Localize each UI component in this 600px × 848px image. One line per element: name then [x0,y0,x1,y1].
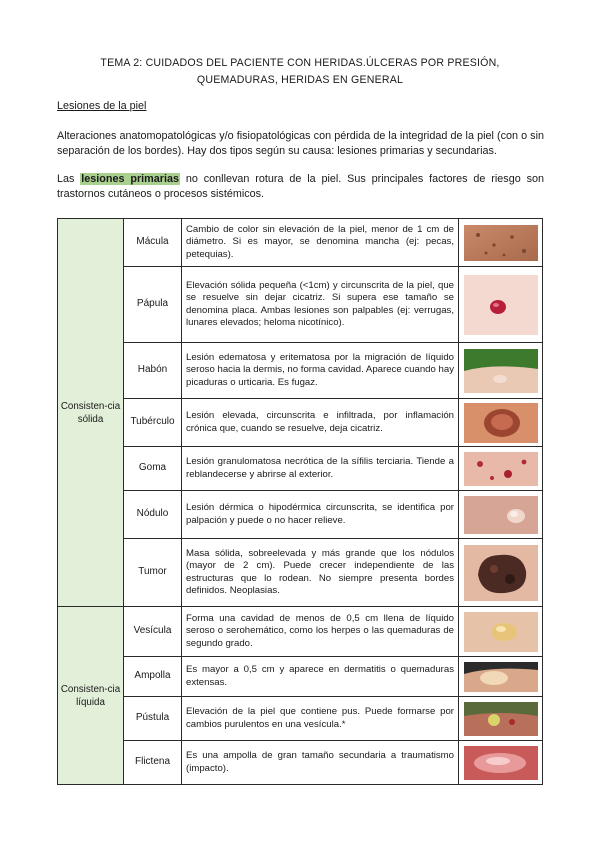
lesion-name: Tumor [124,539,182,607]
lesion-description: Lesión elevada, circunscrita e infiltrada, por inflamación crónica que, cuando se resuelve, deja cicatriz. [182,399,459,447]
lesion-name: Nódulo [124,491,182,539]
table-row [58,539,543,607]
lesion-name: Tubérculo [124,399,182,447]
p2-text-before: Las [57,173,81,185]
highlighted-term: lesiones primarias [81,173,179,185]
habon-photo [464,349,538,393]
primary-lesions-paragraph [57,172,544,202]
ampolla-photo [464,662,538,692]
section-heading: Lesiones de la piel [57,100,147,112]
lesion-description: Lesión granulomatosa necrótica de la sífilis terciaria. Tiende a reblandecerse y abrirse al exterior. [182,447,459,491]
page-title [60,55,540,89]
table-row [58,491,543,539]
lesion-name: Vesícula [124,607,182,657]
papula-photo [464,275,538,335]
table-row [58,447,543,491]
lesion-name: Pústula [124,697,182,741]
lesion-name: Flictena [124,741,182,785]
goma-photo [464,452,538,486]
lesion-description: Es una ampolla de gran tamaño secundaria a traumatismo (impacto). [182,741,459,785]
table-row [58,741,543,785]
lesion-description: Elevación sólida pequeña (<1cm) y circunscrita de la piel, que se resuelve sin dejar cicatriz. Si supera ese tamaño se denomina placa. Ambas lesiones son palpables (ej: verrugas, lunares elevados; heloma nicotínico). [182,267,459,343]
lesion-description: Lesión edematosa y eritematosa por la migración de líquido seroso hacia la dermis, no forma cavidad. Aparece cuando hay picaduras o urticaria. Es fugaz. [182,343,459,399]
intro-paragraph: Alteraciones anatomopatológicas y/o fisiopatológicas con pérdida de la integridad de la piel (con o sin separación de los bordes). Hay dos tipos según su causa: lesiones primarias y secundarias. [57,130,544,157]
lesion-description: Elevación de la piel que contiene pus. Puede formarse por cambios purulentos en una vesícula.* [182,697,459,741]
tuberculo-photo [464,403,538,443]
group-solid: Consisten-cia sólida [58,219,124,607]
pustula-photo [464,702,538,736]
flictena-photo [464,746,538,780]
lesion-description: Es mayor a 0,5 cm y aparece en dermatitis o quemaduras extensas. [182,657,459,697]
table-row [58,697,543,741]
tumor-photo [464,545,538,601]
table-row [58,399,543,447]
table-row [58,657,543,697]
lesion-description: Cambio de color sin elevación de la piel, menor de 1 cm de diámetro. Si es mayor, se denomina mancha (ej: pecas, petequias). [182,219,459,267]
vesicula-photo [464,612,538,652]
table-row [58,219,543,267]
lesion-description: Masa sólida, sobreelevada y más grande que los nódulos (mayor de 2 cm). Puede crecer independiente de las estructuras que lo rodean. No siempre presenta bordes definidos. Neoplasias. [182,539,459,607]
table-row [58,267,543,343]
title-line-1: TEMA 2: CUIDADOS DEL PACIENTE CON HERIDAS.ÚLCERAS POR PRESIÓN, [100,57,500,69]
nodulo-photo [464,496,538,534]
table-row [58,607,543,657]
group-liquid: Consisten-cia líquida [58,607,124,785]
lesion-name: Pápula [124,267,182,343]
lesion-description: Lesión dérmica o hipodérmica circunscrita, se identifica por palpación y puede o no hacer relieve. [182,491,459,539]
p2-text-after: no conllevan rotura de la piel. Sus principales factores de riesgo son trastornos cutáneos o procesos sistémicos. [57,173,544,200]
lesion-description: Forma una cavidad de menos de 0,5 cm llena de líquido seroso o serohemático, como los herpes o las quemaduras de segundo grado. [182,607,459,657]
lesion-name: Goma [124,447,182,491]
table-row [58,343,543,399]
title-line-2: QUEMADURAS, HERIDAS EN GENERAL [196,74,404,86]
macula-photo [464,225,538,261]
lesion-name: Habón [124,343,182,399]
lesion-name: Ampolla [124,657,182,697]
lesion-name: Mácula [124,219,182,267]
lesions-table [57,218,543,785]
